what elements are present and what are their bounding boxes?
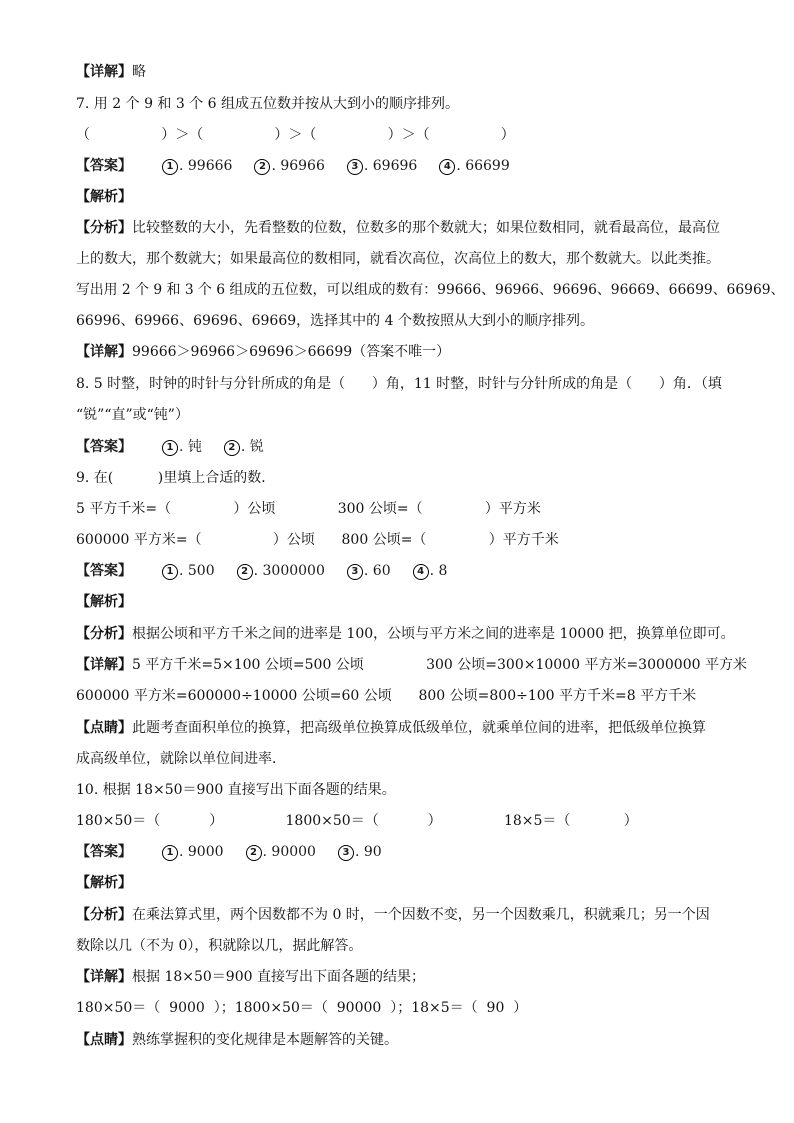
q7-analysis-label: 【解析】: [76, 189, 132, 205]
q9-row-2: 600000 平方米=（ ）公顷 800 公顷=（ ）平方千米: [76, 532, 559, 548]
circle-number: 1: [162, 564, 178, 580]
q7-answer-3: 3 . 69696: [347, 158, 417, 174]
q8-stem-1: 8. 5 时整，时钟的时针与分针所成的角是（ ）角，11 时整，时针与分针所成的角是（ ）角．（填: [76, 376, 722, 392]
q8-answer-1: 1 . 钝: [162, 439, 202, 455]
comment-label: 【点睛】: [76, 720, 132, 736]
q10-detail-1: 【详解】根据 18×50＝900 直接写出下面各题的结果；: [76, 969, 425, 985]
q7-detail: 【详解】99666＞96966＞69696＞66699（答案不唯一）: [76, 344, 451, 360]
q7-fenxi-3: 写出用 2 个 9 和 3 个 6 组成的五位数，可以组成的数有：99666、96966、96696、96669、66699、66969、: [76, 282, 785, 298]
q10-comment: 【点睛】熟练掌握积的变化规律是本题解答的关键。: [76, 1032, 398, 1048]
circle-number: 2: [246, 845, 262, 861]
circle-number: 1: [162, 440, 178, 456]
q9-comment-2: 成高级单位，就除以单位间进率．: [76, 751, 286, 767]
circle-number: 3: [347, 564, 363, 580]
q9-answer-4: 4 . 8: [413, 563, 448, 579]
circle-number: 4: [439, 159, 455, 175]
q8-answer-2: 2 . 锐: [224, 439, 264, 455]
q9-detail-1: 【详解】5 平方千米=5×100 公顷=500 公顷 300 公顷=300×10000 平方米=3000000 平方米: [76, 657, 747, 673]
detail-label: 【详解】: [76, 64, 132, 80]
q10-fenxi-2: 数除以几（不为 0），积就除以几，据此解答。: [76, 938, 363, 954]
q7-answer-1: 1 . 99666: [162, 158, 232, 174]
q10-stem: 10. 根据 18×50＝900 直接写出下面各题的结果。: [76, 782, 396, 798]
q10-answer-row: [76, 842, 404, 862]
q9-comment-1: 【点睛】此题考查面积单位的换算，把高级单位换算成低级单位，就乘单位间的进率，把低级单位换算: [76, 720, 706, 736]
q9-answer-row: [76, 561, 469, 581]
q10-row: 180×50＝（ ） 1800×50＝（ ） 18×5＝（ ）: [76, 813, 638, 829]
q7-answer-2: 2 . 96966: [254, 158, 324, 174]
q7-stem: 7. 用 2 个 9 和 3 个 6 组成五位数并按从大到小的顺序排列。: [76, 96, 460, 112]
detail-label: 【详解】: [76, 969, 132, 985]
q10-answer-1: 1 . 9000: [162, 844, 224, 860]
q9-stem: 9. 在( )里填上合适的数．: [76, 470, 276, 486]
circle-number: 2: [254, 159, 270, 175]
fenxi-label: 【分析】: [76, 626, 132, 642]
detail-label: 【详解】: [76, 657, 132, 673]
q9-fenxi: 【分析】根据公顷和平方千米之间的进率是 100，公顷与平方米之间的进率是 10000 把，换算单位即可。: [76, 626, 735, 642]
q10-fenxi-1: 【分析】在乘法算式里，两个因数都不为 0 时，一个因数不变，另一个因数乘几，积就乘几；另一个因: [76, 907, 710, 923]
q9-answer-3: 3 . 60: [347, 563, 391, 579]
q9-analysis-label: 【解析】: [76, 594, 132, 610]
circle-number: 1: [162, 159, 178, 175]
fenxi-label: 【分析】: [76, 220, 132, 236]
answer-label: 【答案】: [76, 158, 132, 174]
q7-blanks: （ ）＞（ ）＞（ ）＞（ ）: [76, 127, 515, 143]
circle-number: 2: [224, 440, 240, 456]
prev-detail-line: [76, 62, 146, 82]
q10-answer-3: 3 . 90: [338, 844, 382, 860]
q9-detail-2: 600000 平方米=600000÷10000 公顷=60 公顷 800 公顷=800÷100 平方千米=8 平方千米: [76, 688, 697, 704]
q9-answer-1: 1 . 500: [162, 563, 215, 579]
detail-text: 略: [132, 64, 146, 80]
q10-detail-2: 180×50＝（ 9000 ）；1800×50＝（ 90000 ）；18×5＝（ 90 ）: [76, 1000, 528, 1016]
fenxi-label: 【分析】: [76, 907, 132, 923]
circle-number: 3: [338, 845, 354, 861]
circle-number: 1: [162, 845, 178, 861]
answer-label: 【答案】: [76, 563, 132, 579]
answer-label: 【答案】: [76, 844, 132, 860]
q8-answer-row: [76, 437, 286, 457]
comment-label: 【点睛】: [76, 1032, 132, 1048]
q7-fenxi-1: 【分析】比较整数的大小，先看整数的位数，位数多的那个数就大；如果位数相同，就看最高位，最高位: [76, 220, 720, 236]
q7-fenxi-2: 上的数大，那个数就大；如果最高位的数相同，就看次高位，次高位上的数大，那个数就大。以此类推。: [76, 251, 720, 267]
q10-answer-2: 2 . 90000: [246, 844, 316, 860]
q10-analysis-label: 【解析】: [76, 875, 132, 891]
circle-number: 2: [237, 564, 253, 580]
q7-answer-row: [76, 156, 532, 176]
q8-stem-2: “锐”“直”或“钝”）: [76, 407, 189, 423]
q7-fenxi-4: 66996、69966、69696、69669，选择其中的 4 个数按照从大到小的顺序排列。: [76, 313, 594, 329]
q9-row-1: 5 平方千米=（ ）公顷 300 公顷=（ ）平方米: [76, 501, 541, 517]
q7-answer-4: 4 . 66699: [439, 158, 509, 174]
detail-label: 【详解】: [76, 344, 132, 360]
circle-number: 4: [413, 564, 429, 580]
circle-number: 3: [347, 159, 363, 175]
answer-label: 【答案】: [76, 439, 132, 455]
q9-answer-2: 2 . 3000000: [237, 563, 325, 579]
